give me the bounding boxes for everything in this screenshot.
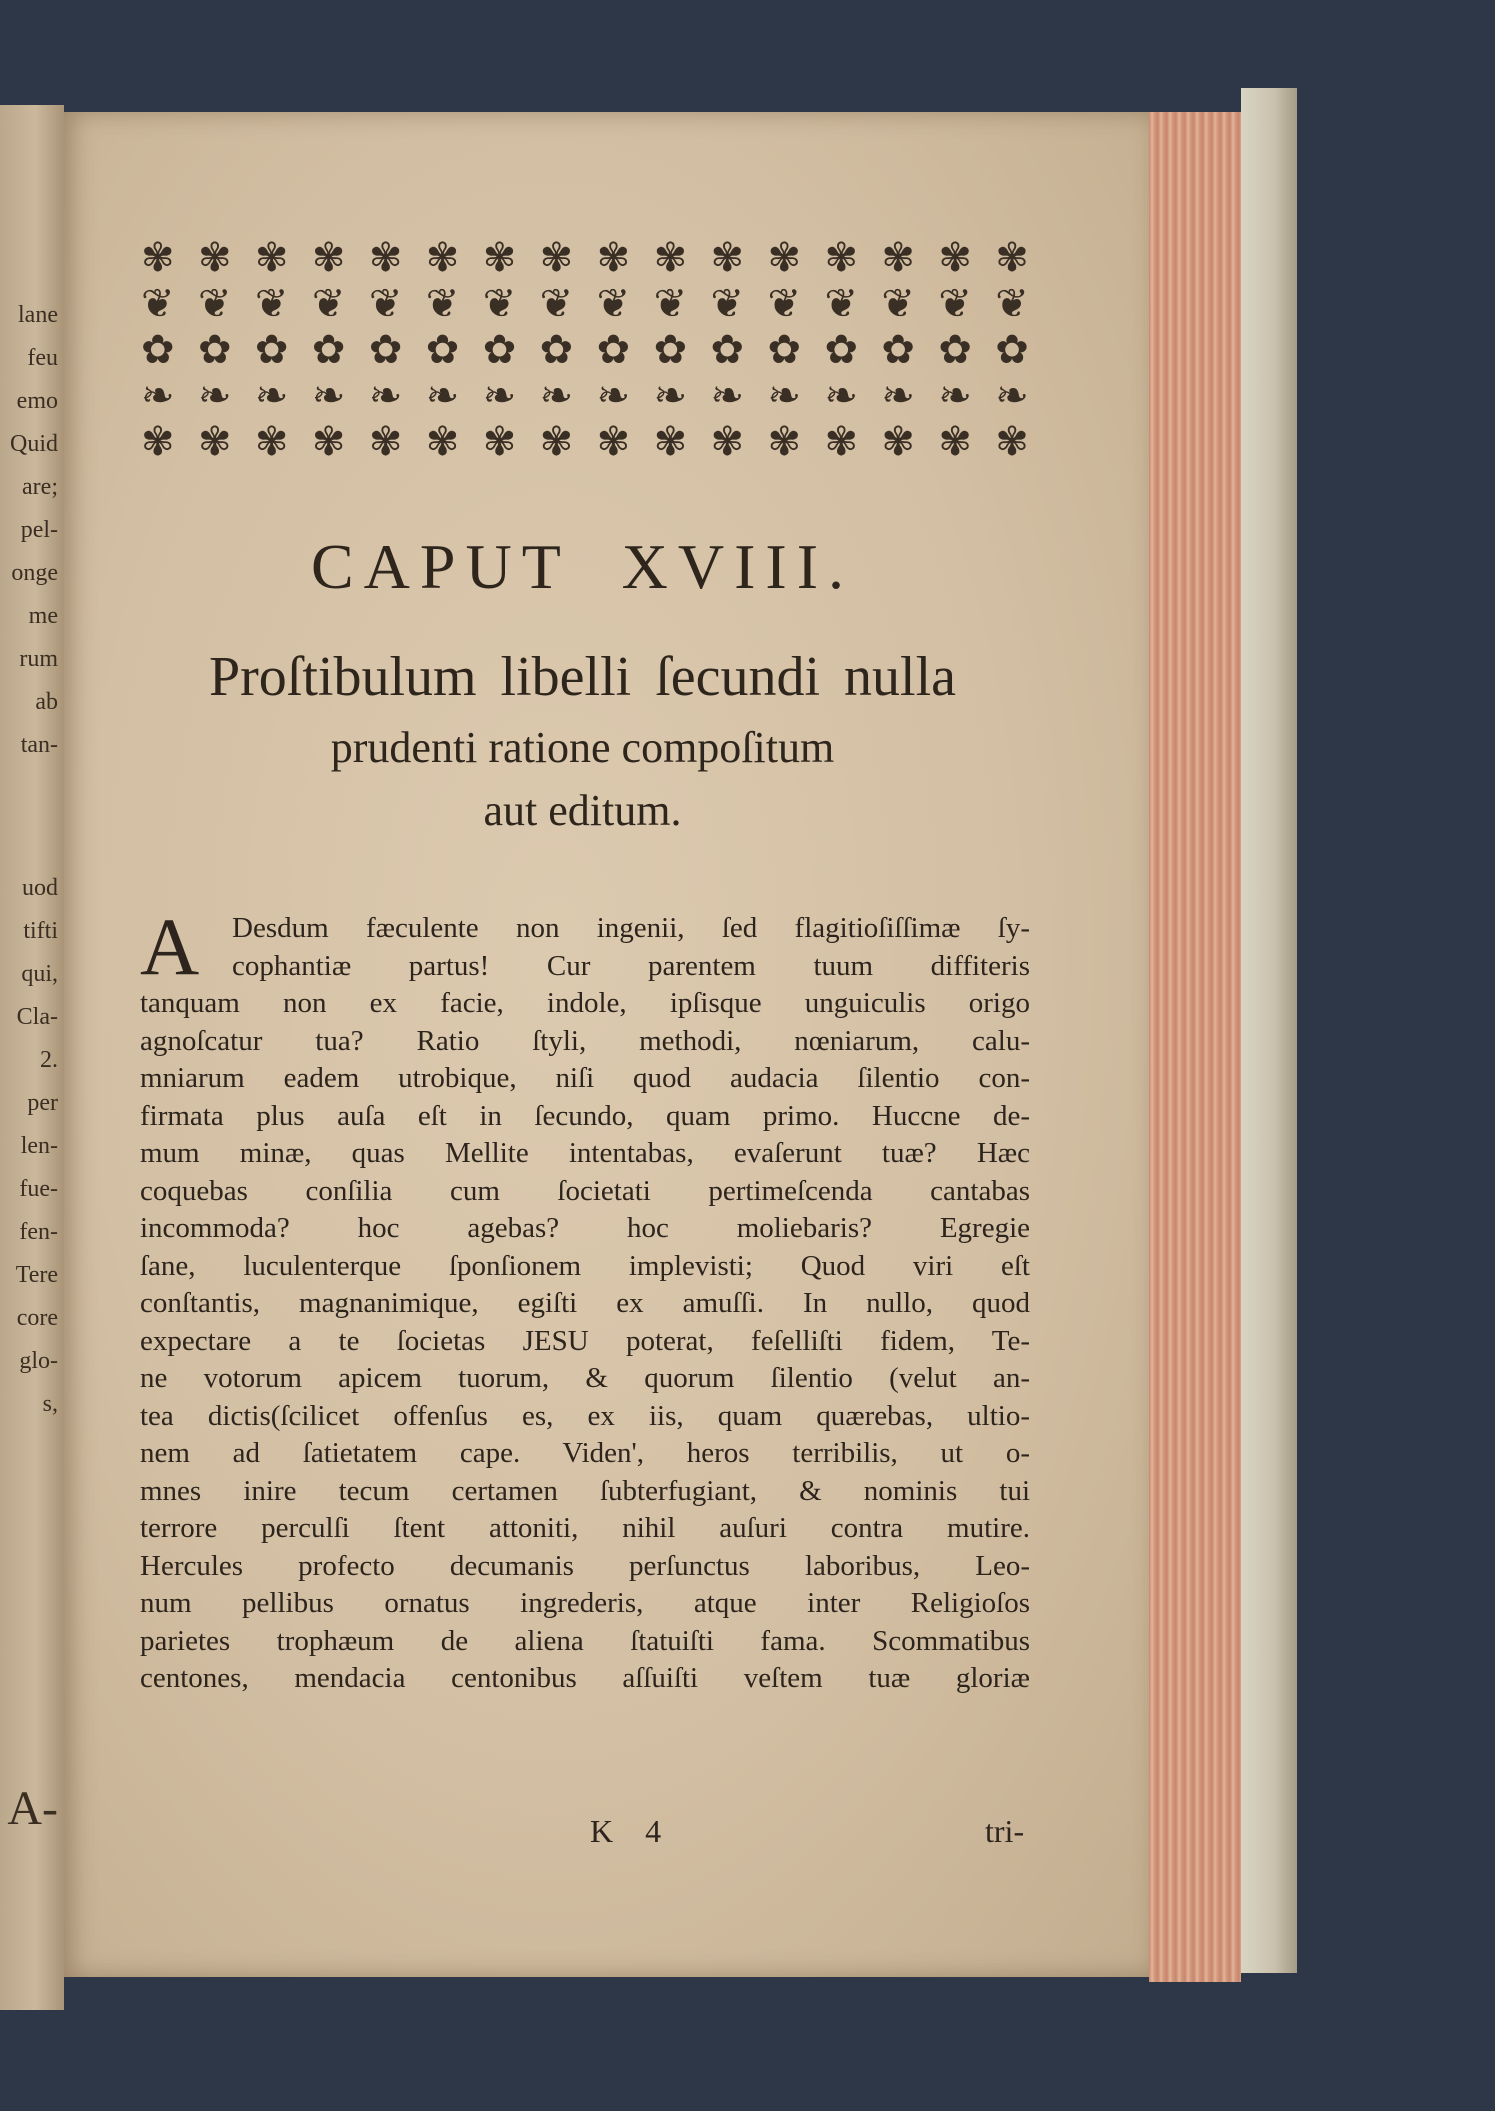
left-page-fragment: emo: [16, 388, 58, 414]
body-line: parietes trophæum de aliena ſtatuiſti fama. Scommatibus: [140, 1624, 1030, 1657]
ornament-flower-icon: ✿: [482, 327, 517, 373]
body-line: nem ad ſatietatem cape. Viden', heros terribilis, ut o-: [140, 1437, 1030, 1469]
ornament-row: [141, 281, 1029, 327]
left-page-fragment: Quid: [10, 431, 58, 457]
body-line: firmata plus auſa eſt in ſecundo, quam primo. Huccne de-: [140, 1099, 1030, 1132]
ornament-flower-icon: ✾: [881, 235, 915, 281]
ornament-flower-icon: ✾: [767, 235, 801, 281]
ornament-flower-icon: ❧: [938, 373, 972, 419]
ornament-flower-icon: ✾: [653, 235, 688, 281]
ornament-flower-icon: ❧: [368, 373, 403, 419]
ornament-flower-icon: ✾: [311, 235, 346, 281]
chapter-heading: CAPUT XVIII.: [310, 531, 855, 602]
left-page-fragment: rum: [19, 646, 58, 672]
ornament-flower-icon: ❦: [653, 281, 688, 327]
ornament-flower-icon: ✾: [653, 419, 688, 465]
ornament-flower-icon: ✾: [596, 235, 631, 281]
ornament-flower-icon: ✿: [710, 327, 745, 373]
ornament-flower-icon: ❧: [311, 373, 346, 419]
ornament-flower-icon: ❧: [824, 373, 858, 419]
catchword: tri-: [985, 1813, 1025, 1849]
left-page-fragment: Cla-: [16, 1004, 58, 1030]
left-page-fragment: glo-: [19, 1348, 58, 1374]
ornament-flower-icon: ❧: [710, 373, 745, 419]
ornament-flower-icon: ❧: [995, 373, 1029, 419]
chapter-subtitle-line-1: Proſtibulum libelli ſecundi nulla: [208, 646, 957, 708]
ornament-flower-icon: ✿: [824, 327, 858, 373]
ornament-row: [141, 419, 1029, 465]
ornament-flower-icon: ✿: [938, 327, 972, 373]
body-line: num pellibus ornatus ingrederis, atque inter Religioſos: [140, 1587, 1030, 1619]
ornament-flower-icon: ❧: [141, 373, 175, 419]
body-line: mnes inire tecum certamen ſubterfugiant, & nominis tui: [140, 1474, 1030, 1507]
body-line: conſtantis, magnanimique, egiſti ex amuſſi. In nullo, quod: [140, 1287, 1030, 1319]
ornament-flower-icon: ❧: [881, 373, 915, 419]
left-page-fragment: lane: [18, 302, 58, 328]
body-line: agnoſcatur tua? Ratio ſtyli, methodi, nœniarum, calu-: [140, 1024, 1030, 1057]
ornament-flower-icon: ✿: [539, 327, 574, 373]
ornament-flower-icon: ✿: [767, 327, 801, 373]
left-page-fragment: qui,: [21, 961, 58, 987]
ornament-flower-icon: ✿: [995, 327, 1029, 373]
ornament-flower-icon: ✾: [425, 235, 460, 281]
ornament-flower-icon: ✾: [254, 419, 289, 465]
body-line: expectare a te ſocietas JESU poterat, feſelliſti fidem, Te-: [140, 1324, 1030, 1357]
ornament-flower-icon: ❧: [425, 373, 460, 419]
drop-capital: A: [140, 901, 200, 992]
ornament-flower-icon: ✾: [197, 419, 232, 465]
left-page-fragment: me: [28, 603, 58, 629]
ornament-flower-icon: ✾: [539, 419, 574, 465]
left-page-fragment: onge: [11, 560, 58, 586]
body-line: ſane, luculenterque ſponſionem implevisti; Quod viri eſt: [140, 1249, 1030, 1282]
ornamental-headpiece: [141, 235, 1029, 465]
ornament-flower-icon: ❦: [710, 281, 745, 327]
ornament-flower-icon: ❦: [254, 281, 289, 327]
left-page-fragment: 2.: [40, 1047, 58, 1073]
left-page-fragment: s,: [42, 1391, 58, 1417]
ornament-flower-icon: ❦: [995, 281, 1029, 327]
ornament-flower-icon: ❦: [881, 281, 915, 327]
ornament-flower-icon: ✾: [995, 419, 1029, 465]
ornament-flower-icon: ❧: [653, 373, 688, 419]
ornament-flower-icon: ❦: [197, 281, 232, 327]
ornament-flower-icon: ✾: [767, 419, 801, 465]
left-page-fragment: fue-: [19, 1176, 58, 1202]
ornament-flower-icon: ❦: [311, 281, 346, 327]
ornament-flower-icon: ✿: [425, 327, 460, 373]
body-line: mum minæ, quas Mellite intentabas, evaſerunt tuæ? Hæc: [140, 1137, 1030, 1169]
ornament-flower-icon: ❦: [824, 281, 858, 327]
ornament-flower-icon: ❧: [254, 373, 289, 419]
ornament-flower-icon: ✾: [425, 419, 460, 465]
body-line: ne votorum apicem tuorum, & quorum ſilentio (velut an-: [140, 1362, 1030, 1394]
ornament-flower-icon: ✾: [539, 235, 574, 281]
ornament-row: [141, 373, 1029, 419]
left-page-fragment: are;: [22, 474, 58, 500]
page-fore-edge: [1149, 112, 1241, 1982]
left-page-fragment: tan-: [20, 732, 58, 758]
ornament-flower-icon: ✾: [995, 235, 1029, 281]
left-page-fragment: per: [27, 1090, 58, 1116]
ornament-flower-icon: ❦: [368, 281, 403, 327]
body-line: mniarum eadem utrobique, niſi quod audacia ſilentio con-: [140, 1062, 1030, 1094]
ornament-flower-icon: ✿: [141, 327, 175, 373]
ornament-flower-icon: ❦: [141, 281, 175, 327]
ornament-flower-icon: ✿: [881, 327, 915, 373]
ornament-flower-icon: ✾: [881, 419, 915, 465]
body-line: terrore perculſi ſtent attoniti, nihil auſuri contra mutire.: [140, 1512, 1030, 1544]
body-line: cophantiæ partus! Cur parentem tuum diffiteris: [232, 949, 1030, 982]
body-line: tea dictis(ſcilicet offenſus es, ex iis, quam quærebas, ultio-: [140, 1399, 1030, 1432]
ornament-flower-icon: ✾: [824, 235, 858, 281]
left-page-fragment: len-: [20, 1133, 58, 1159]
ornament-flower-icon: ✾: [938, 419, 972, 465]
left-page-fragment: A-: [7, 1782, 58, 1835]
left-page-fragment: fen-: [19, 1219, 58, 1245]
ornament-flower-icon: ❦: [425, 281, 460, 327]
ornament-flower-icon: ❦: [938, 281, 972, 327]
ornament-flower-icon: ✾: [938, 235, 972, 281]
body-line: centones, mendacia centonibus aſſuiſti veſtem tuæ gloriæ: [140, 1662, 1030, 1694]
ornament-flower-icon: ✾: [368, 419, 403, 465]
ornament-flower-icon: ✾: [197, 235, 232, 281]
ornament-flower-icon: ✾: [368, 235, 403, 281]
body-line: Desdum fæculente non ingenii, ſed flagitioſiſſimæ ſy-: [232, 912, 1030, 944]
ornament-flower-icon: ✿: [368, 327, 403, 373]
ornament-flower-icon: ✾: [254, 235, 289, 281]
ornament-flower-icon: ✾: [710, 419, 745, 465]
ornament-flower-icon: ❧: [596, 373, 631, 419]
left-page-fragment: pel-: [20, 517, 58, 543]
ornament-flower-icon: ✾: [482, 419, 517, 465]
left-page-fragment: core: [16, 1305, 58, 1331]
previous-page-edge: [0, 105, 64, 2010]
ornament-flower-icon: ✾: [710, 235, 745, 281]
ornament-flower-icon: ✾: [311, 419, 346, 465]
ornament-flower-icon: ✿: [197, 327, 232, 373]
ornament-flower-icon: ❦: [482, 281, 517, 327]
ornament-flower-icon: ✿: [254, 327, 289, 373]
ornament-flower-icon: ✿: [596, 327, 631, 373]
ornament-flower-icon: ✾: [141, 419, 175, 465]
body-line: tanquam non ex facie, indole, ipſisque unguiculis origo: [140, 987, 1030, 1019]
left-page-fragment: Tere: [15, 1262, 58, 1288]
left-page-fragment: feu: [27, 345, 58, 371]
body-text: [140, 910, 1030, 1698]
body-line: incommoda? hoc agebas? hoc moliebaris? Egregie: [140, 1212, 1030, 1244]
ornament-row: [141, 327, 1029, 373]
chapter-subtitle-line-2: prudenti ratione compoſitum: [330, 723, 835, 772]
signature-mark: K 4: [590, 1813, 674, 1849]
body-line: Hercules profecto decumanis perſunctus laboribus, Leo-: [140, 1549, 1030, 1582]
ornament-flower-icon: ❧: [767, 373, 801, 419]
ornament-flower-icon: ✾: [824, 419, 858, 465]
left-page-fragment: tifti: [23, 918, 58, 944]
ornament-flower-icon: ❧: [539, 373, 574, 419]
ornament-flower-icon: ✾: [596, 419, 631, 465]
chapter-subtitle-line-3: aut editum.: [483, 786, 682, 835]
body-line: coquebas conſilia cum ſocietati pertimeſcenda cantabas: [140, 1174, 1030, 1207]
ornament-row: [141, 235, 1029, 281]
ornament-flower-icon: ❧: [482, 373, 517, 419]
ornament-flower-icon: ✿: [311, 327, 346, 373]
left-page-fragment: ab: [35, 689, 58, 715]
book-cover-edge: [1241, 88, 1297, 1973]
left-page-fragment: uod: [22, 875, 58, 901]
ornament-flower-icon: ❦: [539, 281, 574, 327]
ornament-flower-icon: ❦: [767, 281, 801, 327]
ornament-flower-icon: ✿: [653, 327, 688, 373]
ornament-flower-icon: ❦: [596, 281, 631, 327]
ornament-flower-icon: ✾: [482, 235, 517, 281]
ornament-flower-icon: ❧: [197, 373, 232, 419]
ornament-flower-icon: ✾: [141, 235, 175, 281]
